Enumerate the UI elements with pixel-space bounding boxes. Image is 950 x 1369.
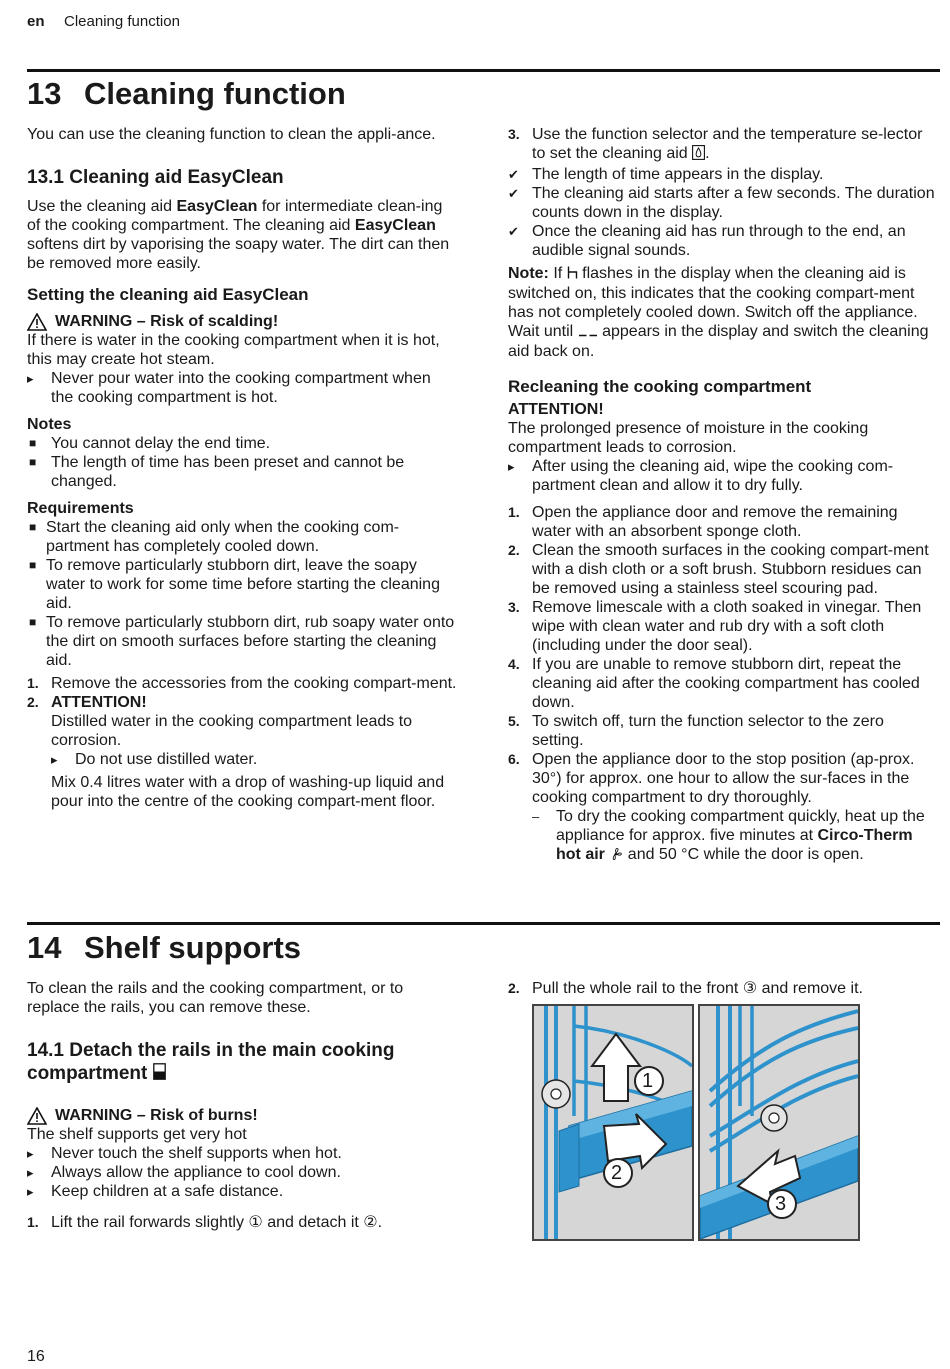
triangle-bullet-icon: ▸ [27,1165,34,1180]
warning-icon [27,1107,47,1125]
warning-icon [27,313,47,331]
step2-mix: Mix 0.4 litres water with a drop of washing-up liquid and pour into the centre of the cooking compart-ment floor. [51,774,445,810]
square-bullet-icon: ■ [29,558,37,572]
sec14-intro: To clean the rails and the cooking compartment, or to replace the rails, you can remove these. [27,980,404,1016]
setting-heading: Setting the cleaning aid EasyClean [27,285,309,304]
list-item: ■ You cannot delay the end time. [29,435,271,452]
display-h-icon [567,265,578,284]
step-item: 1. Open the appliance door and remove the remaining water with an absorbent sponge cloth. [508,504,898,540]
list-item: ✔ Once the cleaning aid has run through to the end, an audible signal sounds. [508,223,906,259]
triangle-bullet-icon: ▸ [51,752,58,767]
sec14-left-column [27,979,457,1232]
list-item: ▸ After using the cleaning aid, wipe the cooking com-partment clean and allow it to dry fully. [508,458,894,494]
step-item: 2. ATTENTION! [27,694,147,711]
warning-text: The shelf supports get very hot [27,1126,247,1143]
triangle-bullet-icon: ▸ [508,459,515,474]
triangle-bullet-icon: ▸ [27,1184,34,1199]
sec14-1-heading: 14.1 Detach the rails in the main cooking compartment [27,1040,395,1084]
list-item: ■ The length of time has been preset and cannot be changed. [29,454,405,490]
check-icon: ✔ [508,186,519,201]
check-icon: ✔ [508,167,519,182]
figure-label: 1 [642,1070,654,1092]
list-item: ✔ The length of time appears in the display. [508,166,824,183]
list-item: ▸ Never touch the shelf supports when hot. [27,1145,342,1162]
section-13-heading: 13 Cleaning function [27,76,346,111]
sec14-right-column [508,979,938,998]
reclean-attention: ATTENTION! [508,401,604,418]
step2-text: Distilled water in the cooking compartment leads to corrosion. [51,713,413,749]
section-14-heading: 14 Shelf supports [27,930,302,965]
reclean-heading: Recleaning the cooking compartment [508,377,812,396]
sec13-intro: You can use the cleaning function to clean the appli-ance. [27,126,436,143]
header-language: en [27,13,45,30]
step-item: 3. Use the function selector and the temperature se-lector to set the cleaning aid . [508,125,938,165]
list-item: ▸ Do not use distilled water. [51,751,258,768]
check-icon: ✔ [508,224,519,239]
list-item: ▸ Always allow the appliance to cool down. [27,1164,341,1181]
triangle-bullet-icon: ▸ [27,371,34,386]
header-title: Cleaning function [64,13,180,30]
page-number: 16 [27,1348,45,1365]
sec13-right-column [508,125,938,866]
step-item: 1. Lift the rail forwards slightly ① and detach it ②. [27,1214,383,1231]
warning-text: If there is water in the cooking compartment when it is hot, this may create hot steam. [27,332,440,368]
square-bullet-icon: ■ [29,455,37,469]
step-item: 6. Open the appliance door to the stop position (ap-prox. 30°) for approx. one hour to allow the sur-faces in the cooking compartment to dry thoroughly. [508,751,915,806]
step-item: 3. Remove limescale with a cloth soaked in vinegar. Then wipe with clean water and rub dry with a soft cloth (including under the door seal). [508,599,922,654]
section-rule [27,922,940,925]
list-item: – To dry the cooking compartment quickly, heat up the appliance for approx. five minutes at Circo-Therm hot air and 50 °C while the door is open. [508,807,938,866]
requirements-heading: Requirements [27,500,134,517]
rail-detach-figure [532,1004,694,1241]
step-item: 4. If you are unable to remove stubborn dirt, repeat the cleaning aid after the cooking compartment has cooled down. [508,656,920,711]
main-compartment-icon [153,1063,166,1086]
cleaning-aid-icon [692,145,705,165]
triangle-bullet-icon: ▸ [27,1146,34,1161]
easyclean-description: Use the cleaning aid EasyClean for intermediate clean-ing of the cooking compartment. The cleaning aid EasyClean softens dirt by vaporising the soapy water. The dirt can then be removed more easily. [27,198,450,272]
notes-heading: Notes [27,416,72,433]
step-item: 5. To switch off, turn the function selector to the zero setting. [508,713,884,749]
list-item: ▸ Keep children at a safe distance. [27,1183,284,1200]
step-item: 2. Clean the smooth surfaces in the cooking compart-ment with a dish cloth or a soft brush. Stubborn residues can be removed using a stainless steel scouring pad. [508,542,929,597]
figure-label: 3 [775,1193,787,1215]
square-bullet-icon: ■ [29,520,37,534]
warning-burns: WARNING – Risk of burns! [27,1106,457,1125]
display-note: Note: If flashes in the display when the cleaning aid is switched on, this indicates that the cooking compart-ment has not completely cooled down. Switch off the appliance. Wait until appears in the display and switch the cleaning aid back on. [508,265,929,360]
section-rule [27,69,940,72]
figure-label: 2 [611,1162,623,1184]
warning-scalding: WARNING – Risk of scalding! [27,312,457,331]
list-item: ■ Start the cleaning aid only when the cooking com-partment has completely cooled down. [29,519,400,555]
list-item: ■ To remove particularly stubborn dirt, leave the soapy water to work for some time before starting the cleaning aid. [29,557,440,612]
list-item: ▸ Never pour water into the cooking compartment when the cooking compartment is hot. [27,370,431,406]
step-item: 2. Pull the whole rail to the front ③ and remove it. [508,980,863,997]
list-item: ✔ The cleaning aid starts after a few seconds. The duration counts down in the display. [508,185,935,221]
list-item: ■ To remove particularly stubborn dirt, rub soapy water onto the dirt on smooth surfaces before starting the cleaning aid. [29,614,455,669]
rail-remove-figure [698,1004,860,1241]
sec13-1-heading: 13.1 Cleaning aid EasyClean [27,167,284,188]
square-bullet-icon: ■ [29,615,37,629]
step-item: 1. Remove the accessories from the cooking compart-ment. [27,675,457,692]
display-dashes-icon [578,323,598,342]
reclean-text: The prolonged presence of moisture in the cooking compartment leads to corrosion. [508,420,869,456]
square-bullet-icon: ■ [29,436,37,450]
circotherm-fan-icon [609,847,623,866]
sec13-left-column [27,125,457,811]
